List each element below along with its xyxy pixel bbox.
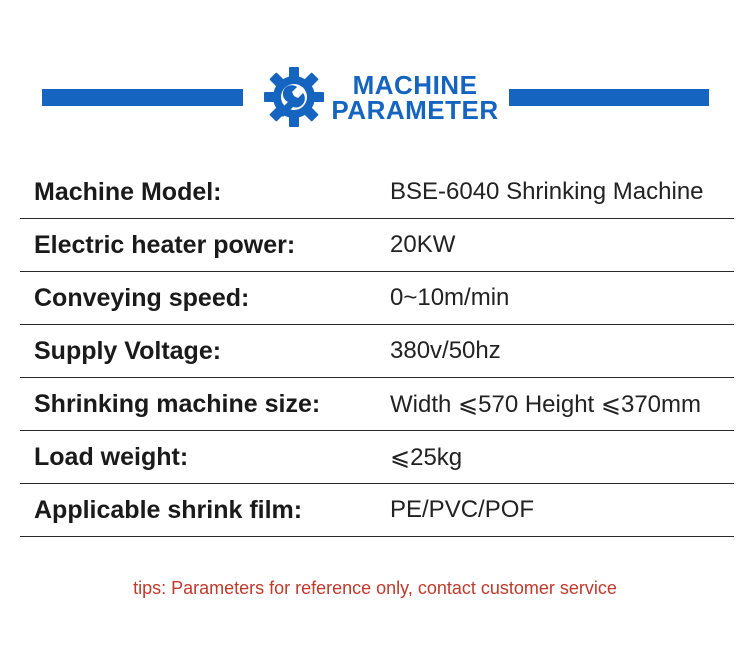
parameter-table <box>20 166 734 537</box>
row-value: Width ⩽570 Height ⩽370mm <box>390 390 702 418</box>
row-label: Load weight: <box>34 442 189 471</box>
table-row <box>20 431 734 484</box>
row-label: Conveying speed: <box>34 283 250 312</box>
row-value: 20KW <box>390 231 456 258</box>
title-line-2: PARAMETER <box>331 95 499 125</box>
header <box>0 0 750 160</box>
right-accent-bar <box>509 89 709 106</box>
row-label: Applicable shrink film: <box>34 495 303 524</box>
row-value: 0~10m/min <box>390 284 510 311</box>
row-value: ⩽25kg <box>390 443 463 471</box>
row-value: 380v/50hz <box>390 337 501 364</box>
table-row <box>20 378 734 431</box>
table-row <box>20 272 734 325</box>
row-label: Shrinking machine size: <box>34 389 321 418</box>
table-row <box>20 325 734 378</box>
section-title <box>330 70 500 125</box>
tips-note: tips: Parameters for reference only, contact customer service <box>133 578 617 598</box>
row-value: PE/PVC/POF <box>390 496 535 523</box>
left-accent-bar <box>42 89 243 106</box>
gear-wrench-icon <box>263 66 325 128</box>
table-row <box>20 484 734 537</box>
row-label: Machine Model: <box>34 177 222 206</box>
title-line-1: MACHINE <box>352 70 478 100</box>
row-label: Electric heater power: <box>34 230 296 259</box>
row-value: BSE-6040 Shrinking Machine <box>390 178 704 205</box>
row-label: Supply Voltage: <box>34 336 222 365</box>
table-row <box>20 166 734 219</box>
table-row <box>20 219 734 272</box>
